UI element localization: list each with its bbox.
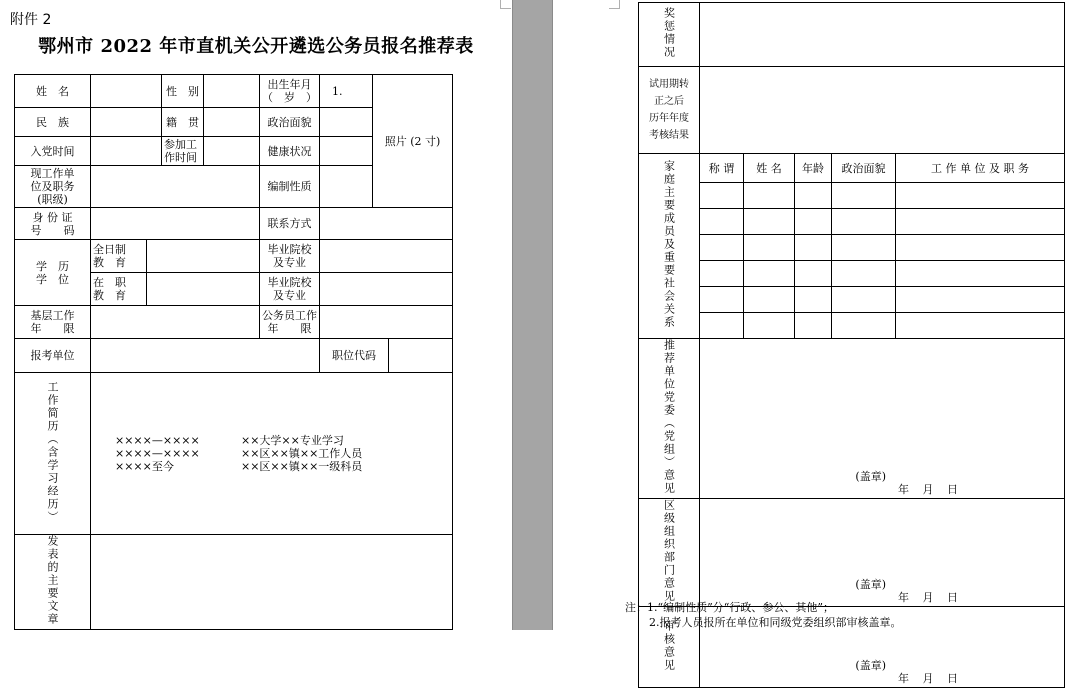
margin-corner-mark [500, 0, 511, 9]
post-code-label: 职位代码 [320, 339, 389, 373]
recommendation-form-table [638, 2, 1065, 688]
resume-row [115, 460, 450, 473]
family-cell[interactable] [832, 261, 896, 287]
recommend-label: 推荐单位党委（党组）意见 [662, 339, 676, 495]
family-cell[interactable] [795, 287, 832, 313]
name-value[interactable] [91, 75, 162, 108]
family-cell[interactable] [896, 261, 1065, 287]
gender-label: 性 别 [162, 75, 204, 108]
family-cell[interactable] [896, 235, 1065, 261]
review-label: 审核意见 [662, 619, 676, 672]
family-cell[interactable] [795, 261, 832, 287]
family-cell[interactable] [795, 209, 832, 235]
native-place-label: 籍 贯 [162, 108, 204, 137]
native-place-value[interactable] [204, 108, 260, 137]
family-cell[interactable] [832, 287, 896, 313]
family-row [639, 235, 1065, 261]
district-label: 区级组织部门意见 [662, 499, 676, 603]
name-label: 姓 名 [15, 75, 91, 108]
resume-years: ××××—×××× [115, 447, 200, 460]
family-header-work: 工 作 单 位 及 职 务 [896, 154, 1065, 183]
resume-desc: ××大学××专业学习 [241, 434, 344, 447]
resume-desc: ××区××镇××一级科员 [241, 460, 363, 473]
fulltime-school-label: 毕业院校 及专业 [260, 240, 320, 273]
family-row [639, 287, 1065, 313]
family-cell[interactable] [896, 287, 1065, 313]
assessment-value[interactable] [700, 67, 1065, 154]
family-cell[interactable] [795, 235, 832, 261]
family-cell[interactable] [700, 313, 744, 339]
health-label: 健康状况 [260, 137, 320, 166]
family-cell[interactable] [832, 313, 896, 339]
family-cell[interactable] [795, 183, 832, 209]
district-opinion[interactable] [700, 499, 1065, 607]
recommend-label-cell [639, 339, 700, 499]
work-start-label: 参加工 作时间 [162, 137, 204, 166]
civil-servant-value[interactable] [320, 306, 453, 339]
recommend-opinion[interactable] [700, 339, 1065, 499]
resume-row [115, 434, 450, 447]
date-text: 年 月 日 [898, 591, 958, 604]
party-date-label: 入党时间 [15, 137, 91, 166]
family-cell[interactable] [832, 183, 896, 209]
awards-value[interactable] [700, 3, 1065, 67]
parttime-label: 在 职 教 育 [91, 273, 147, 306]
stamp-text: (盖章) [855, 659, 886, 672]
fulltime-label: 全日制 教 育 [91, 240, 147, 273]
parttime-school-value[interactable] [320, 273, 453, 306]
family-cell[interactable] [700, 183, 744, 209]
stamp-text: (盖章) [855, 470, 886, 483]
current-position-value[interactable] [91, 166, 260, 208]
current-position-label: 现工作单 位及职务 (职级) [15, 166, 91, 208]
family-header-name: 姓 名 [744, 154, 795, 183]
date-text: 年 月 日 [898, 672, 958, 685]
family-cell[interactable] [744, 313, 795, 339]
staffing-label: 编制性质 [260, 166, 320, 208]
family-row [639, 313, 1065, 339]
resume-label: 工作简历（含学习经历） [46, 380, 59, 524]
apply-unit-label: 报考单位 [15, 339, 91, 373]
resume-desc: ××区××镇××工作人员 [241, 447, 363, 460]
family-row [639, 209, 1065, 235]
note-line-2: 2.报考人员报所在单位和同级党委组织部审核盖章。 [649, 616, 902, 629]
family-header-age: 年龄 [795, 154, 832, 183]
district-label-cell [639, 499, 700, 607]
family-label-cell [639, 154, 700, 339]
family-cell[interactable] [700, 209, 744, 235]
articles-label-cell [15, 535, 91, 630]
family-cell[interactable] [896, 183, 1065, 209]
birth-label: 出生年月 （ 岁 ） [260, 75, 320, 108]
family-cell[interactable] [896, 313, 1065, 339]
page-gap [512, 0, 553, 630]
resume-years: ××××至今 [115, 460, 174, 473]
family-header-relation: 称 谓 [700, 154, 744, 183]
page-edge-left [512, 0, 513, 630]
family-row [639, 261, 1065, 287]
civil-servant-label: 公务员工作 年 限 [260, 306, 320, 339]
apply-unit-value[interactable] [91, 339, 320, 373]
family-cell[interactable] [744, 183, 795, 209]
work-start-value[interactable] [204, 137, 260, 166]
resume-row [115, 447, 450, 460]
margin-corner-mark [609, 0, 620, 9]
id-label: 身 份 证 号 码 [15, 208, 91, 240]
family-cell[interactable] [700, 235, 744, 261]
political-status-label: 政治面貌 [260, 108, 320, 137]
attachment-label: 附件 2 [10, 12, 52, 28]
family-cell[interactable] [700, 261, 744, 287]
parttime-school-label: 毕业院校 及专业 [260, 273, 320, 306]
family-cell[interactable] [744, 235, 795, 261]
parttime-degree-value[interactable] [147, 273, 260, 306]
education-label: 学 历 学 位 [15, 240, 91, 306]
document-title: 鄂州市 2022 年市直机关公开遴选公务员报名推荐表 [38, 36, 474, 57]
contact-value[interactable] [320, 208, 453, 240]
stamp-text: (盖章) [855, 578, 886, 591]
awards-label: 奖惩情况 [662, 7, 676, 59]
birth-value[interactable]: 1. [320, 75, 373, 108]
resume-content[interactable] [91, 373, 453, 535]
registration-form-table [14, 74, 453, 630]
articles-label: 发表的主要文章 [46, 535, 59, 626]
health-value[interactable] [320, 137, 373, 166]
resume-years: ××××—×××× [115, 434, 200, 447]
awards-label-cell [639, 3, 700, 67]
family-cell[interactable] [795, 313, 832, 339]
resume-label-cell [15, 373, 91, 535]
date-text: 年 月 日 [898, 483, 958, 496]
ethnicity-label: 民 族 [15, 108, 91, 137]
family-header-political: 政治面貌 [832, 154, 896, 183]
family-label: 家庭主要成员及重要社会关系 [662, 160, 676, 329]
fulltime-degree-value[interactable] [147, 240, 260, 273]
political-status-value[interactable] [320, 108, 373, 137]
assessment-label: 试用期转 正之后 历年年度 考核结果 [639, 67, 700, 154]
family-cell[interactable] [700, 287, 744, 313]
family-cell[interactable] [744, 261, 795, 287]
articles-value[interactable] [91, 535, 453, 630]
grassroots-label: 基层工作 年 限 [15, 306, 91, 339]
fulltime-school-value[interactable] [320, 240, 453, 273]
note-line-1: 注：1.“编制性质”分“行政、参公、其他”； [625, 601, 834, 614]
family-cell[interactable] [744, 209, 795, 235]
post-code-value[interactable] [389, 339, 453, 373]
ethnicity-value[interactable] [91, 108, 162, 137]
document-page-left [0, 0, 512, 630]
family-cell[interactable] [744, 287, 795, 313]
grassroots-value[interactable] [91, 306, 260, 339]
family-cell[interactable] [832, 209, 896, 235]
contact-label: 联系方式 [260, 208, 320, 240]
gender-value[interactable] [204, 75, 260, 108]
form-notes [625, 600, 902, 630]
party-date-value[interactable] [91, 137, 162, 166]
family-cell[interactable] [896, 209, 1065, 235]
staffing-value[interactable] [320, 166, 373, 208]
document-page-right [553, 0, 1080, 685]
family-cell[interactable] [832, 235, 896, 261]
photo-cell: 照片 (2 寸) [373, 75, 453, 208]
family-row [639, 183, 1065, 209]
id-value[interactable] [91, 208, 260, 240]
